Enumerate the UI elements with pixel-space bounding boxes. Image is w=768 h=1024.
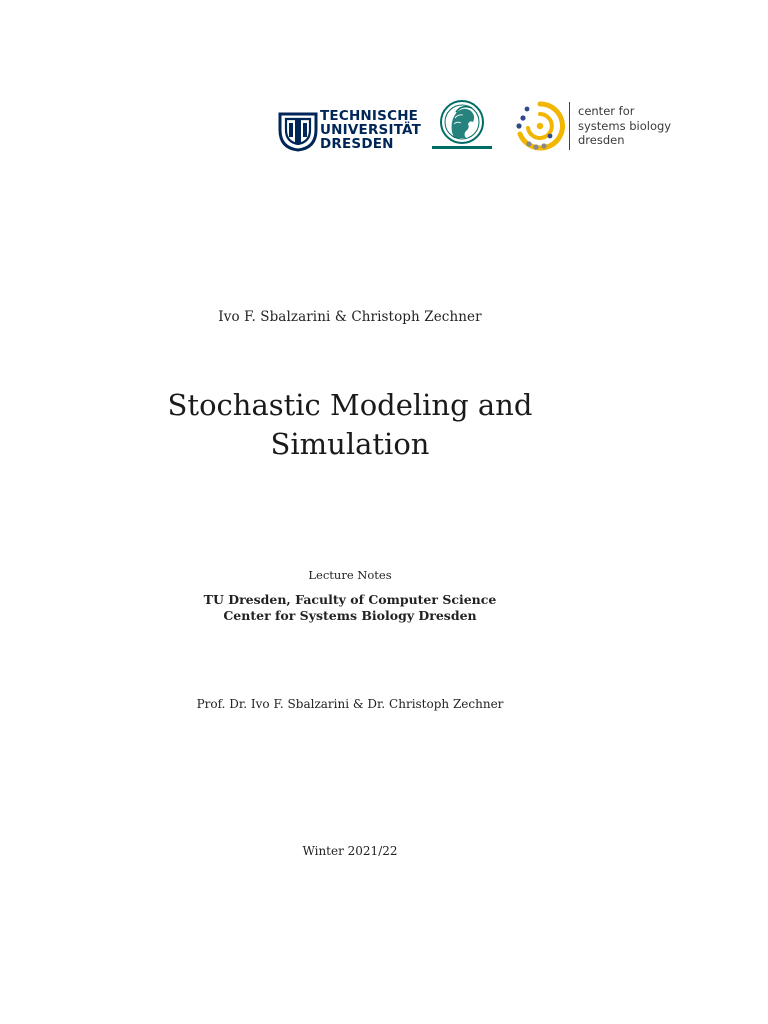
tud-line-2: UNIVERSITÄT <box>320 122 422 138</box>
tu-dresden-wordmark <box>320 109 421 151</box>
authors-line: Ivo F. Sbalzarini & Christoph Zechner <box>218 309 482 325</box>
minerva-emblem-icon <box>430 98 494 154</box>
csbd-divider <box>569 102 570 150</box>
csbd-line-2: systems biology <box>578 118 672 133</box>
tu-dresden-emblem-icon <box>278 108 318 152</box>
tu-dresden-logo <box>278 108 422 154</box>
csbd-line-1: center for <box>578 104 635 118</box>
csbd-emblem-icon <box>514 100 566 152</box>
institution-line-2: Center for Systems Biology Dresden <box>223 608 477 623</box>
tud-line-3: DRESDEN <box>320 136 394 152</box>
institution-line-1: TU Dresden, Faculty of Computer Science <box>203 592 497 607</box>
csbd-logo <box>514 100 674 156</box>
professors-line: Prof. Dr. Ivo F. Sbalzarini & Dr. Christoph Zechner <box>196 697 504 711</box>
tud-line-1: TECHNISCHE <box>320 108 419 124</box>
logo-bar <box>0 0 768 170</box>
institution-block <box>0 592 700 624</box>
max-planck-logo <box>430 98 494 154</box>
csbd-line-3: dresden <box>578 133 625 147</box>
semester-line: Winter 2021/22 <box>302 844 398 858</box>
document-subtitle: Lecture Notes <box>308 568 392 582</box>
document-title <box>0 386 700 464</box>
title-line-1: Stochastic Modeling and <box>167 388 533 422</box>
csbd-wordmark <box>578 104 671 148</box>
title-line-2: Simulation <box>270 427 430 461</box>
